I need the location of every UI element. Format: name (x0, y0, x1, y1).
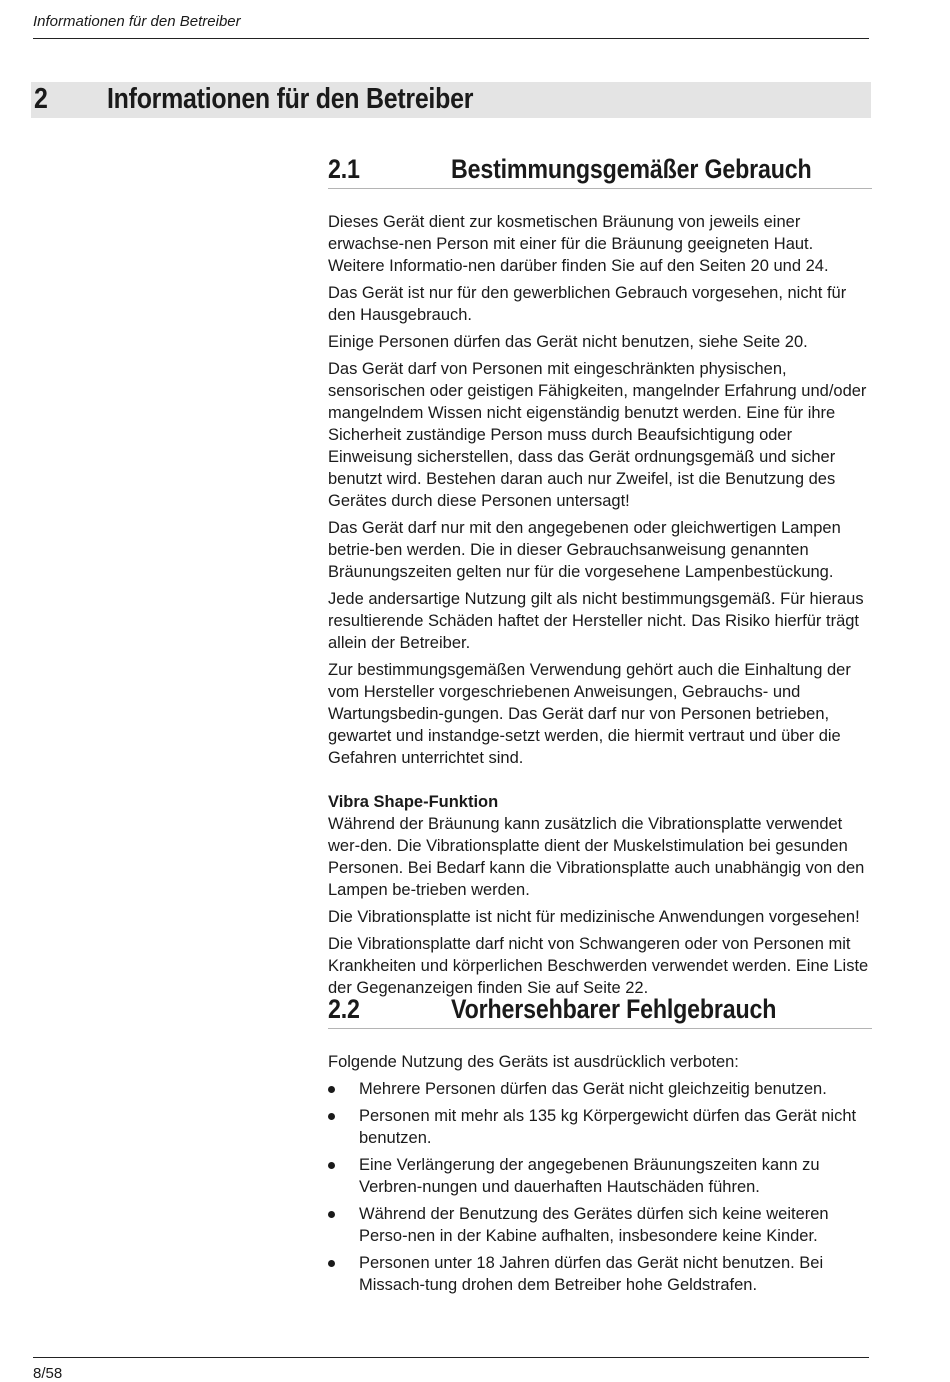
paragraph: Zur bestimmungsgemäßen Verwendung gehört auch die Einhaltung der vom Hersteller vorgeschriebenen Anweisungen, Gebrauchs- und Wartungsbedin-gungen. Das Gerät darf nur von Personen betrieben, gewartet und instandge-setzt werden, die hiermit vertraut und über die Gefahren unterrichtet sind. (328, 661, 851, 767)
section-number: 2.1 (328, 154, 360, 184)
paragraph: Das Gerät darf nur mit den angegebenen oder gleichwertigen Lampen betrie-ben werden. Die in dieser Gebrauchsanweisung genannten Bräunungszeiten gelten nur für die vorgesehene Lampenbestückung. (328, 519, 841, 581)
list-item-text: Während der Benutzung des Gerätes dürfen sich keine weiteren Perso-nen in der Kabine aufhalten, insbesondere keine Kinder. (359, 1205, 829, 1245)
section-2-2-body (328, 1051, 873, 1301)
list-item (328, 1203, 873, 1247)
section-heading-2-2 (328, 994, 872, 1029)
paragraph: Die Vibrationsplatte ist nicht für medizinische Anwendungen vorgesehen! (328, 908, 860, 926)
paragraph: Jede andersartige Nutzung gilt als nicht bestimmungsgemäß. Für hieraus resultierende Schäden haftet der Hersteller nicht. Das Risiko hierfür trägt allein der Betreiber. (328, 590, 864, 652)
running-header: Informationen für den Betreiber (33, 13, 241, 30)
section-title: Bestimmungsgemäßer Gebrauch (451, 154, 812, 184)
bullet-icon (328, 1162, 335, 1169)
paragraph: Das Gerät ist nur für den gewerblichen Gebrauch vorgesehen, nicht für den Hausgebrauch. (328, 284, 847, 324)
section-2-1-body (328, 211, 873, 1004)
chapter-heading (31, 82, 871, 118)
section-heading-2-1 (328, 154, 872, 189)
footer-rule (33, 1357, 869, 1358)
bullet-icon (328, 1086, 335, 1093)
bullet-icon (328, 1260, 335, 1267)
list-item (328, 1078, 873, 1100)
subheading: Vibra Shape-Funktion (328, 793, 499, 811)
paragraph: Die Vibrationsplatte darf nicht von Schwangeren oder von Personen mit Krankheiten und körperlichen Beschwerden verwendet werden. Eine Liste der Gegenanzeigen finden Sie auf Seite 22. (328, 935, 869, 997)
bullet-icon (328, 1113, 335, 1120)
page-number: 8/58 (33, 1365, 63, 1382)
list-item-text: Eine Verlängerung der angegebenen Bräunungszeiten kann zu Verbren-nungen und dauerhaften Hautschäden führen. (359, 1156, 820, 1196)
list-item (328, 1105, 873, 1149)
header-rule (33, 38, 869, 39)
chapter-title: Informationen für den Betreiber (107, 83, 474, 115)
list-item-text: Personen unter 18 Jahren dürfen das Gerät nicht benutzen. Bei Missach-tung drohen dem Betreiber hohe Geldstrafen. (359, 1254, 824, 1294)
paragraph: Das Gerät darf von Personen mit eingeschränkten physischen, sensorischen oder geistigen Fähigkeiten, mangelnder Erfahrung und/oder mangelndem Wissen nicht eigenständig benutzt werden. Eine für ihre Sicherheit zuständige Person muss durch Beaufsichtigung oder Einweisung sicherstellen, dass das Gerät ordnungsgemäß und sicher benutzt wird. Bestehen daran auch nur Zweifel, ist die Benutzung des Gerätes durch diese Personen untersagt! (328, 360, 867, 510)
list-item-text: Mehrere Personen dürfen das Gerät nicht gleichzeitig benutzen. (359, 1080, 827, 1098)
chapter-number: 2 (34, 83, 48, 115)
bullet-icon (328, 1211, 335, 1218)
paragraph: Während der Bräunung kann zusätzlich die Vibrationsplatte verwendet wer-den. Die Vibrationsplatte dient der Muskelstimulation bei gesunden Personen. Bei Bedarf kann die Vibrationsplatte auch unabhängig von den Lampen be-trieben werden. (328, 815, 865, 899)
bullet-list (328, 1078, 873, 1296)
section-title: Vorhersehbarer Fehlgebrauch (451, 994, 777, 1024)
paragraph: Einige Personen dürfen das Gerät nicht benutzen, siehe Seite 20. (328, 333, 808, 351)
list-item (328, 1154, 873, 1198)
paragraph: Folgende Nutzung des Geräts ist ausdrücklich verboten: (328, 1053, 739, 1071)
section-number: 2.2 (328, 994, 360, 1024)
list-item (328, 1252, 873, 1296)
paragraph: Dieses Gerät dient zur kosmetischen Bräunung von jeweils einer erwachse-nen Person mit einer für die Bräunung geeigneten Haut. Weitere Informatio-nen darüber finden Sie auf den Seiten 20 und 24. (328, 213, 829, 275)
list-item-text: Personen mit mehr als 135 kg Körpergewicht dürfen das Gerät nicht benutzen. (359, 1107, 857, 1147)
